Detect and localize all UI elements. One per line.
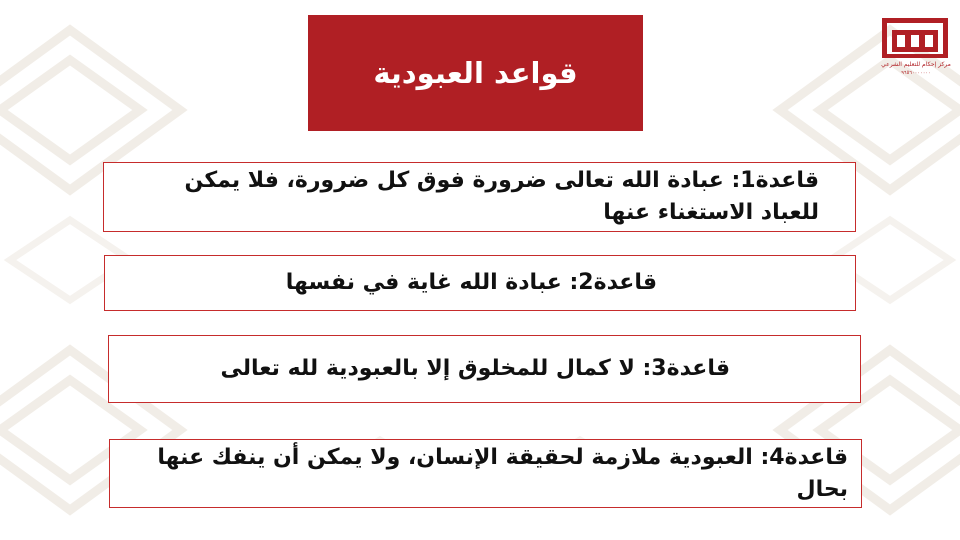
rule-text-3: قاعدة3: لا كمال للمخلوق إلا بالعبودية لله تعالى: [220, 356, 730, 381]
rule-card-2: [104, 255, 856, 311]
logo-mark-icon: [880, 16, 950, 60]
rule-text-1: قاعدة1: عبادة الله تعالى ضرورة فوق كل ضرورة، فلا يمكن للعباد الاستغناء عنها: [184, 168, 819, 225]
rule-text-4: قاعدة4: العبودية ملازمة لحقيقة الإنسان، ولا يمكن أن ينفك عنها بحال: [157, 444, 848, 502]
slide-title-box: [308, 15, 643, 131]
logo-tagline: مركز إحكام للتعليم الشرعي: [881, 61, 951, 68]
slide-title: قواعد العبودية: [373, 56, 578, 90]
rule-card-1: [103, 162, 856, 232]
rule-card-4: [109, 439, 862, 508]
rule-card-3: [108, 335, 861, 403]
rule-text-2: قاعدة2: عبادة الله غاية في نفسها: [285, 270, 657, 295]
logo-phone: ٩٦٥٦٠٠٠٠٠٠٠: [901, 70, 931, 76]
logo: [878, 16, 954, 80]
